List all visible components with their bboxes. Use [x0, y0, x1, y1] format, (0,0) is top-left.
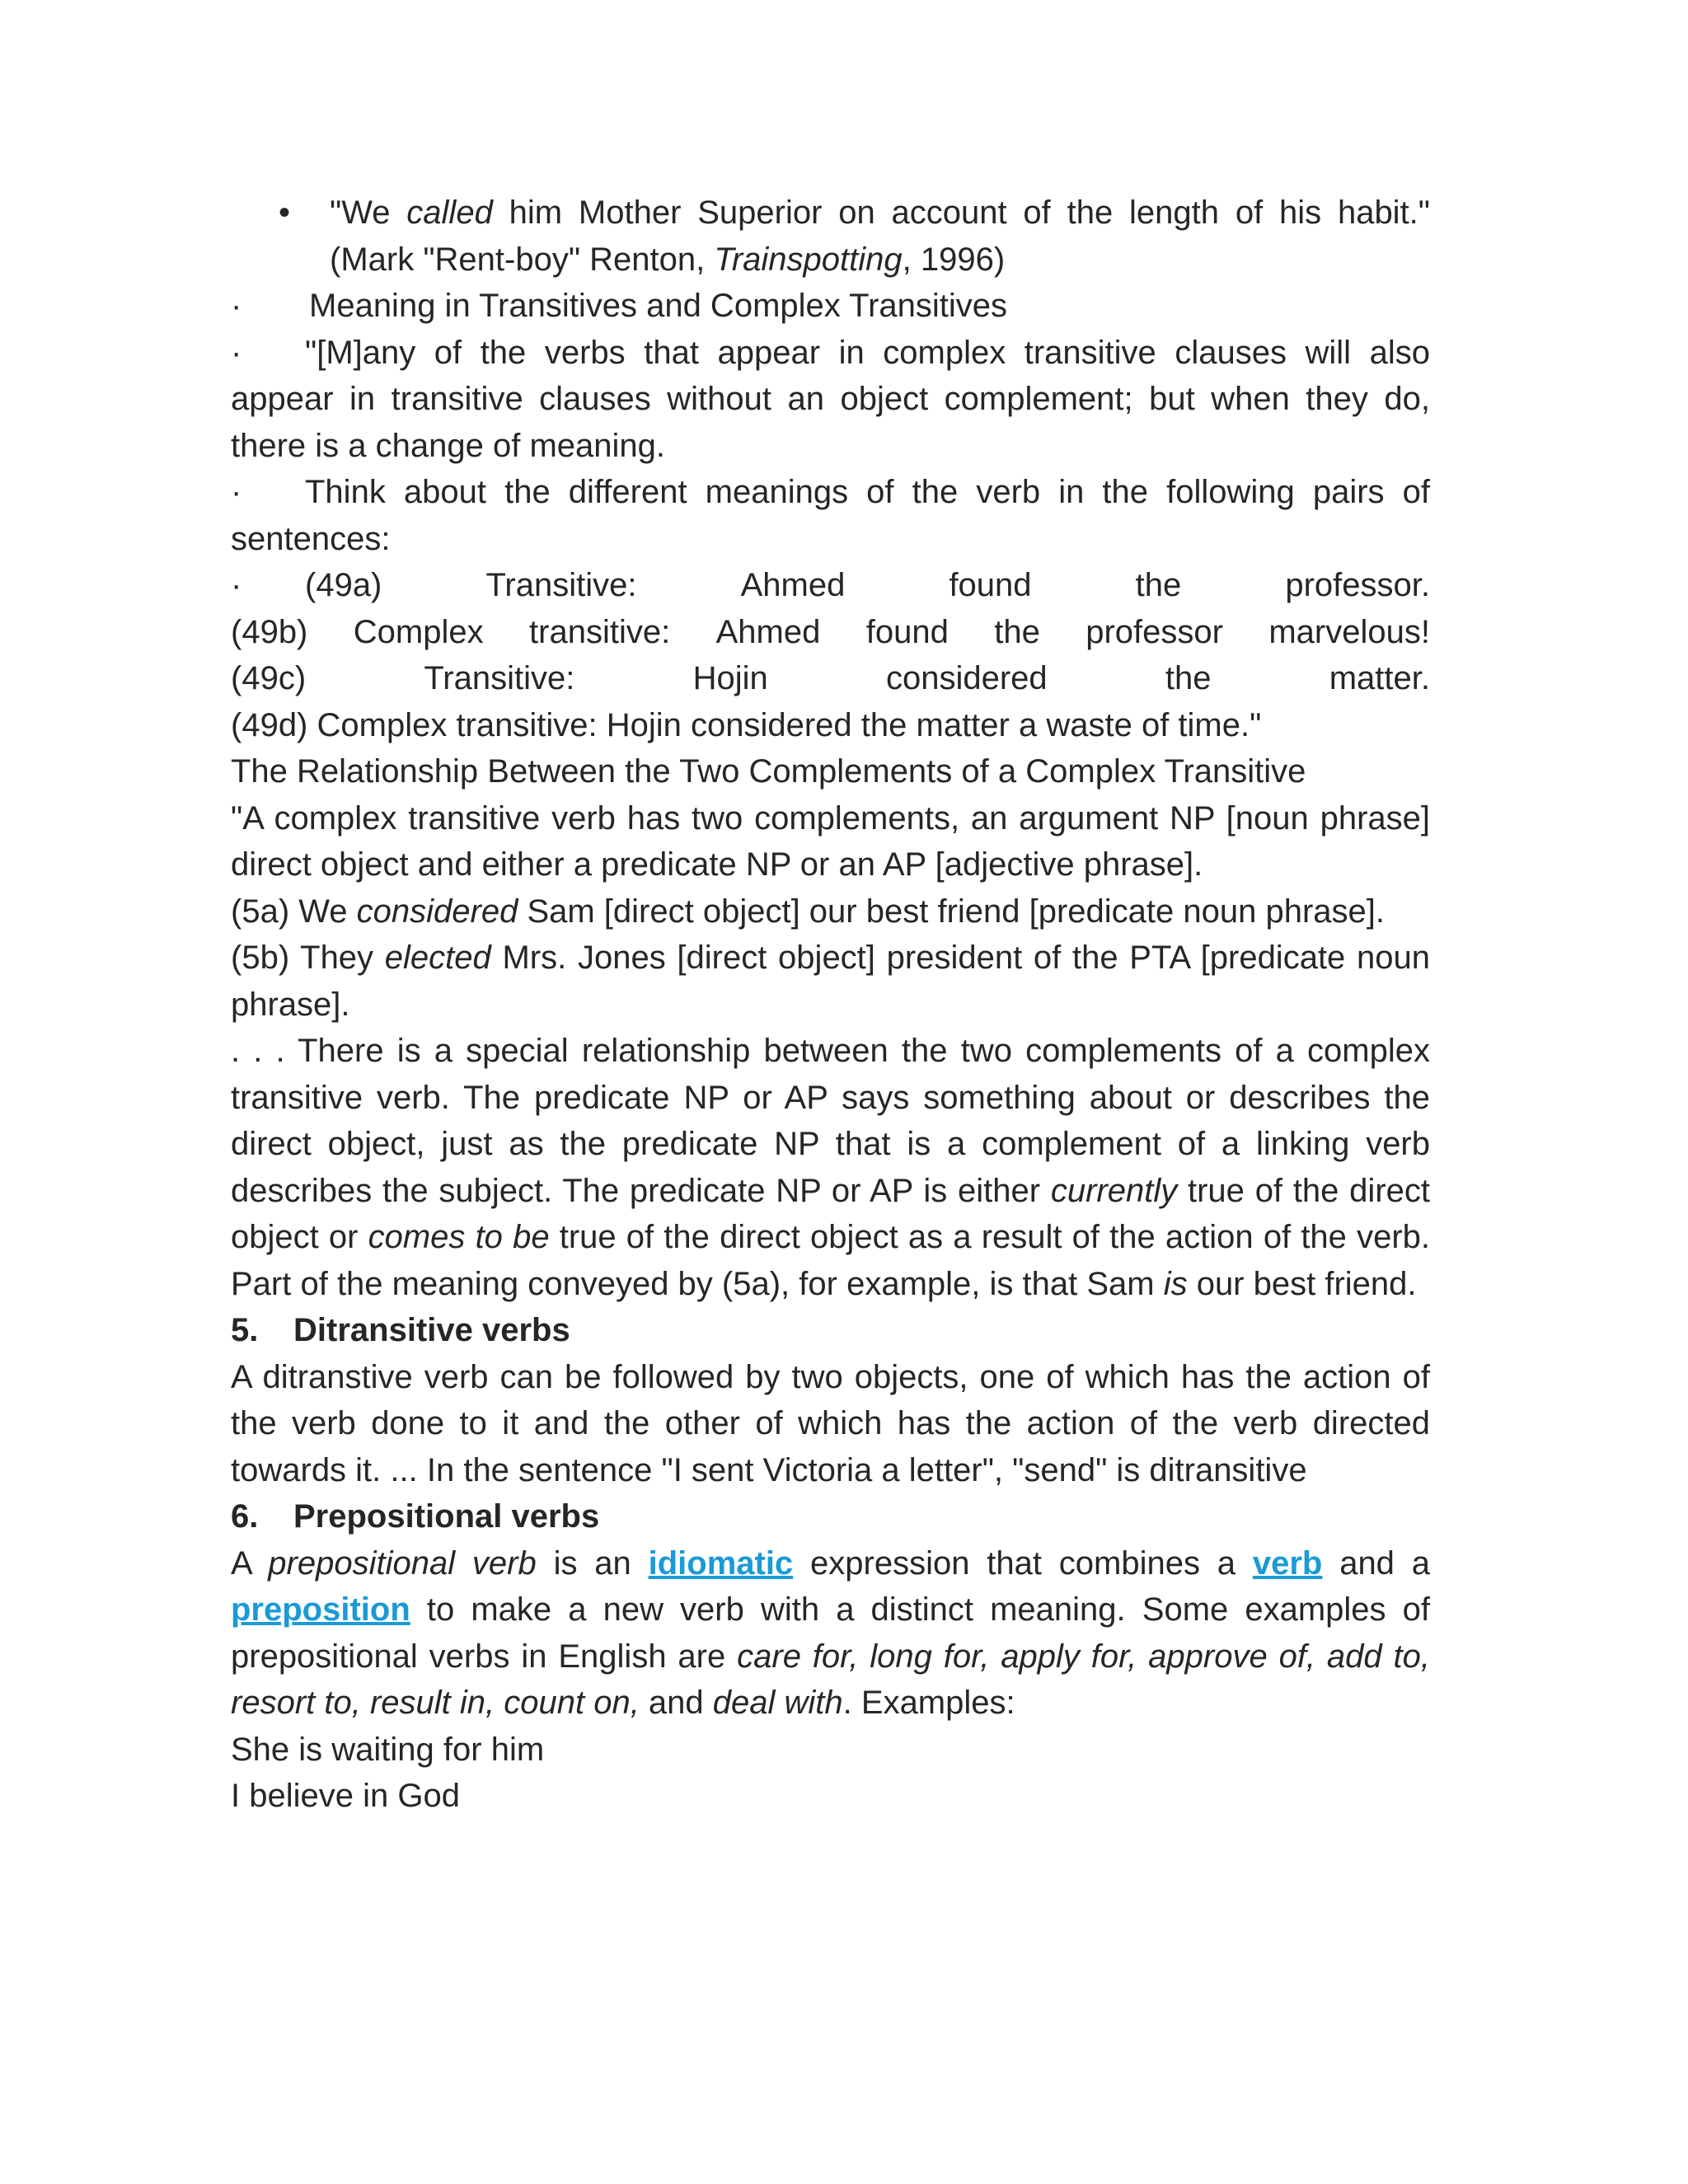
example-49b: (49b) Complex transitive: Ahmed found the professor marvelous! — [231, 613, 1430, 650]
relationship-paragraph-1: "A complex transitive verb has two complements, an argument NP [noun phrase] direct object and either a predicate NP or an AP [adjective phrase]. — [231, 799, 1430, 883]
section-6-heading: 6. Prepositional verbs — [231, 1498, 600, 1535]
quote-bullet-item: • "We called him Mother Superior on account of the length of his habit." (Mark "Rent-boy" Renton, Trainspotting, 1996) — [231, 190, 1430, 283]
example-5b: (5b) They elected Mrs. Jones [direct object] president of the PTA [predicate noun phrase]. — [231, 940, 1431, 1023]
link-idiomatic[interactable]: idiomatic — [648, 1544, 794, 1582]
relationship-paragraph-2: . . . There is a special relationship between the two complements of a complex transitive verb. The predicate NP or AP says something about or describes the direct object, just as the predicate NP that is a complement of a linking verb describes the subject. The predicate NP or AP is either currently true of the direct object or comes to be true of the direct object as a result of the action of the verb. Part of the meaning conveyed by (5a), for example, is that Sam is our best friend. — [231, 1033, 1431, 1302]
document-page — [231, 190, 1430, 1820]
example-5a: (5a) We considered Sam [direct object] our best friend [predicate noun phrase]. — [231, 893, 1386, 930]
meaning-paragraph-2: · Think about the different meanings of the verb in the following pairs of sentences: — [231, 474, 1430, 557]
example-49d: (49d) Complex transitive: Hojin considered the matter a waste of time." — [231, 706, 1262, 743]
example-49a: · (49a) Transitive: Ahmed found the professor. — [231, 567, 1430, 603]
relationship-section-title: The Relationship Between the Two Complements of a Complex Transitive — [231, 753, 1306, 790]
section-5-paragraph: A ditranstive verb can be followed by two objects, one of which has the action of the verb done to it and the other of which has the action of the verb directed towards it. ... In the sentence "I sent Victoria a letter", "send" is ditransitive — [231, 1358, 1430, 1488]
section-5-heading: 5. Ditransitive verbs — [231, 1312, 570, 1348]
link-preposition[interactable]: preposition — [231, 1591, 410, 1628]
link-verb[interactable]: verb — [1252, 1544, 1323, 1582]
example-sentence-1: She is waiting for him — [231, 1731, 545, 1768]
bullet-icon: • — [279, 194, 291, 231]
meaning-section-title: · Meaning in Transitives and Complex Transitives — [231, 288, 1008, 324]
example-sentence-2: I believe in God — [231, 1778, 460, 1814]
meaning-paragraph-1: · "[M]any of the verbs that appear in complex transitive clauses will also appear in transitive clauses without an object complement; but when they do, there is a change of meaning. — [231, 334, 1430, 464]
example-49c: (49c) Transitive: Hojin considered the matter. — [231, 660, 1430, 696]
section-6-paragraph: A prepositional verb is an idiomatic expression that combines a verb and a preposition to make a new verb with a distinct meaning. Some examples of prepositional verbs in English are care for, long for, apply for, approve of, add to, resort to, result in, count on, and deal with. Examples: — [231, 1544, 1430, 1721]
